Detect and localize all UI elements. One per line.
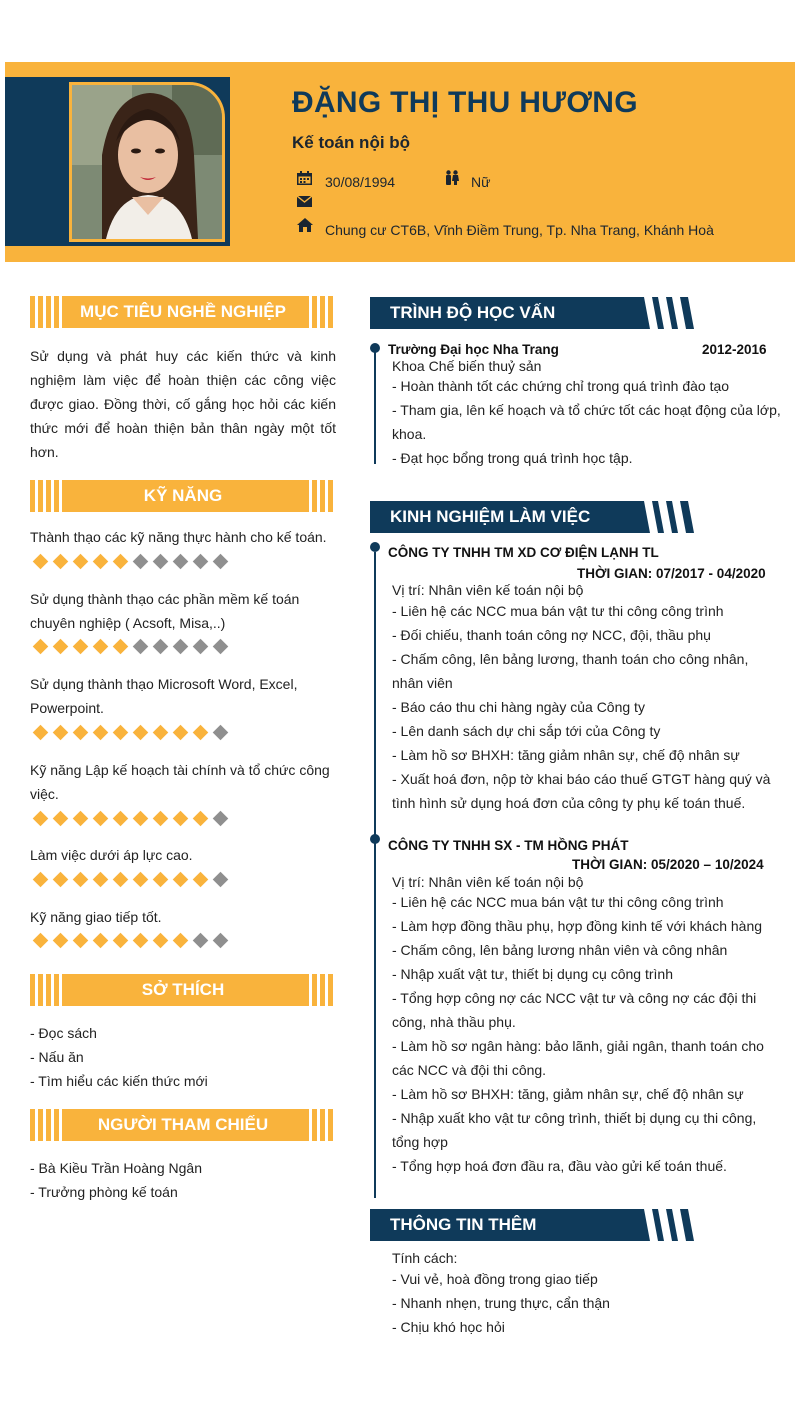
reference-item: - Bà Kiều Trần Hoàng Ngân xyxy=(30,1160,202,1176)
timeline-dot xyxy=(370,542,380,552)
section-header-objective xyxy=(30,296,336,328)
company-name: CÔNG TY TNHH TM XD CƠ ĐIỆN LẠNH TL xyxy=(388,545,659,560)
section-header-education xyxy=(370,297,700,329)
extra-item: - Nhanh nhẹn, trung thực, cẩn thận xyxy=(392,1295,610,1311)
extra-item: - Vui vẻ, hoà đồng trong giao tiếp xyxy=(392,1271,598,1287)
job-position: Vị trí: Nhân viên kế toán nội bộ xyxy=(392,582,584,598)
rating-diamond xyxy=(133,639,149,655)
hobby-item: - Tìm hiểu các kiến thức mới xyxy=(30,1073,208,1089)
job-duty: - Báo cáo thu chi hàng ngày của Công ty xyxy=(392,699,645,715)
rating-diamond xyxy=(93,872,109,888)
rating-diamond xyxy=(153,933,169,949)
rating-diamond xyxy=(213,872,229,888)
people-icon xyxy=(444,170,460,190)
skill-label: Sử dụng thành thạo các phần mềm kế toán chuyên nghiệp ( Acsoft, Misa,..) xyxy=(30,591,300,631)
objective-text: Sử dụng và phát huy các kiến thức và kinh nghiệm làm việc để hoàn thiện các công việc được giao. Đồng thời, cố gắng học hỏi các kiến thức mới để hoàn thiện bản thân ngày một tốt hơn. xyxy=(30,348,336,460)
company-name: CÔNG TY TNHH SX - TM HỒNG PHÁT xyxy=(388,838,629,853)
skill-rating xyxy=(34,554,227,570)
address-text: Chung cư CT6B, Vĩnh Điềm Trung, Tp. Nha Trang, Khánh Hoà xyxy=(325,222,714,238)
skill-label: Sử dụng thành thạo Microsoft Word, Excel, Powerpoint. xyxy=(30,676,298,716)
rating-diamond xyxy=(133,811,149,827)
section-title: SỞ THÍCH xyxy=(141,980,225,999)
job-duty: - Làm hồ sơ BHXH: tăng giảm nhân sự, chế độ nhân sự xyxy=(392,747,740,763)
skill-rating xyxy=(34,872,227,888)
calendar-icon xyxy=(297,171,312,190)
rating-diamond xyxy=(73,725,89,741)
education-item: - Hoàn thành tốt các chứng chỉ trong quá trình đào tạo xyxy=(392,378,730,394)
header-stripes xyxy=(644,501,700,533)
rating-diamond xyxy=(213,811,229,827)
rating-diamond xyxy=(133,872,149,888)
section-header-skills xyxy=(30,480,336,512)
section-title: THÔNG TIN THÊM xyxy=(390,1215,537,1234)
skill-label: Kỹ năng giao tiếp tốt. xyxy=(30,909,162,925)
rating-diamond xyxy=(113,933,129,949)
header-stripes xyxy=(644,297,700,329)
rating-diamond xyxy=(193,639,209,655)
rating-diamond xyxy=(173,725,189,741)
candidate-role: Kế toán nội bộ xyxy=(292,133,411,152)
rating-diamond xyxy=(73,554,89,570)
rating-diamond xyxy=(193,811,209,827)
rating-diamond xyxy=(193,872,209,888)
rating-diamond xyxy=(73,872,89,888)
rating-diamond xyxy=(93,725,109,741)
timeline-line xyxy=(374,348,376,464)
rating-diamond xyxy=(213,639,229,655)
rating-diamond xyxy=(193,725,209,741)
gender-text: Nữ xyxy=(471,174,491,190)
job-duty: - Nhập xuất vật tư, thiết bị dụng cụ công trình xyxy=(392,966,673,982)
home-icon xyxy=(297,218,313,237)
rating-diamond xyxy=(193,554,209,570)
job-duty: - Đối chiếu, thanh toán công nợ NCC, đội, thầu phụ xyxy=(392,627,711,643)
rating-diamond xyxy=(33,811,49,827)
rating-diamond xyxy=(113,725,129,741)
rating-diamond xyxy=(113,639,129,655)
rating-diamond xyxy=(213,725,229,741)
section-title: KỸ NĂNG xyxy=(143,486,223,505)
section-header-hobbies xyxy=(30,974,336,1006)
hobby-item: - Đọc sách xyxy=(30,1025,97,1041)
timeline-line xyxy=(374,552,376,1198)
rating-diamond xyxy=(113,872,129,888)
rating-diamond xyxy=(53,639,69,655)
reference-item: - Trưởng phòng kế toán xyxy=(30,1184,178,1200)
rating-diamond xyxy=(53,872,69,888)
rating-diamond xyxy=(213,933,229,949)
job-duty: - Chấm công, lên bảng lương nhân viên và công nhân xyxy=(392,942,728,958)
extra-label: Tính cách: xyxy=(392,1250,458,1266)
section-title: MỤC TIÊU NGHỀ NGHIỆP xyxy=(80,302,286,321)
job-time: THỜI GIAN: 07/2017 - 04/2020 xyxy=(577,566,766,581)
job-duty: - Tổng hợp công nợ các NCC vật tư và công nợ các đội thi công, nhà thầu phụ. xyxy=(392,990,757,1030)
job-duty: - Lên danh sách dự chi sắp tới của Công ty xyxy=(392,723,661,739)
rating-diamond xyxy=(193,933,209,949)
rating-diamond xyxy=(173,554,189,570)
skill-rating xyxy=(34,639,227,655)
job-time: THỜI GIAN: 05/2020 – 10/2024 xyxy=(572,857,764,872)
rating-diamond xyxy=(153,872,169,888)
rating-diamond xyxy=(53,554,69,570)
rating-diamond xyxy=(133,725,149,741)
education-item: - Đạt học bổng trong quá trình học tập. xyxy=(392,450,633,466)
rating-diamond xyxy=(73,933,89,949)
section-header-references xyxy=(30,1109,336,1141)
rating-diamond xyxy=(113,811,129,827)
skill-label: Làm việc dưới áp lực cao. xyxy=(30,847,193,863)
envelope-icon xyxy=(297,194,312,212)
section-header-extra-info xyxy=(370,1209,700,1241)
skill-rating xyxy=(34,933,227,949)
rating-diamond xyxy=(53,811,69,827)
rating-diamond xyxy=(33,872,49,888)
job-duty: - Làm hồ sơ BHXH: tăng, giảm nhân sự, chế độ nhân sự xyxy=(392,1086,744,1102)
skill-rating xyxy=(34,725,227,741)
job-duty: - Làm hợp đồng thầu phụ, hợp đồng kinh tế với khách hàng xyxy=(392,918,763,934)
rating-diamond xyxy=(93,554,109,570)
rating-diamond xyxy=(173,872,189,888)
rating-diamond xyxy=(93,811,109,827)
rating-diamond xyxy=(93,639,109,655)
profile-header xyxy=(5,62,795,262)
profile-photo xyxy=(69,82,225,242)
job-duty: - Nhập xuất kho vật tư công trình, thiết bị dụng cụ thi công, tổng hợp xyxy=(392,1110,757,1150)
rating-diamond xyxy=(153,639,169,655)
rating-diamond xyxy=(173,933,189,949)
job-duty: - Chấm công, lên bảng lương, thanh toán cho công nhân, nhân viên xyxy=(392,651,749,691)
job-position: Vị trí: Nhân viên kế toán nội bộ xyxy=(392,874,584,890)
faculty: Khoa Chế biến thuỷ sản xyxy=(392,358,542,374)
portrait-image xyxy=(72,85,222,239)
rating-diamond xyxy=(173,811,189,827)
rating-diamond xyxy=(153,554,169,570)
skill-label: Kỹ năng Lập kế hoạch tài chính và tổ chức công việc. xyxy=(30,762,330,802)
rating-diamond xyxy=(133,554,149,570)
section-title: KINH NGHIỆM LÀM VIỆC xyxy=(390,507,591,526)
dob-text: 30/08/1994 xyxy=(325,174,396,190)
rating-diamond xyxy=(33,933,49,949)
education-years: 2012-2016 xyxy=(702,342,767,357)
rating-diamond xyxy=(153,725,169,741)
rating-diamond xyxy=(33,554,49,570)
rating-diamond xyxy=(53,725,69,741)
timeline-dot xyxy=(370,834,380,844)
rating-diamond xyxy=(33,639,49,655)
rating-diamond xyxy=(213,554,229,570)
candidate-name: ĐẶNG THỊ THU HƯƠNG xyxy=(292,86,638,119)
skill-rating xyxy=(34,811,227,827)
education-item: - Tham gia, lên kế hoạch và tổ chức tốt các hoạt động của lớp, khoa. xyxy=(392,402,781,442)
section-title: NGƯỜI THAM CHIẾU xyxy=(97,1115,269,1134)
timeline-dot xyxy=(370,343,380,353)
job-duty: - Liên hệ các NCC mua bán vật tư thi công công trình xyxy=(392,603,724,619)
rating-diamond xyxy=(73,639,89,655)
rating-diamond xyxy=(133,933,149,949)
hobby-item: - Nấu ăn xyxy=(30,1049,84,1065)
rating-diamond xyxy=(33,725,49,741)
rating-diamond xyxy=(93,933,109,949)
extra-item: - Chịu khó học hỏi xyxy=(392,1319,505,1335)
section-title: TRÌNH ĐỘ HỌC VẤN xyxy=(390,303,556,322)
section-header-experience xyxy=(370,501,700,533)
school-name: Trường Đại học Nha Trang xyxy=(388,342,559,357)
header-stripes xyxy=(644,1209,700,1241)
job-duty: - Liên hệ các NCC mua bán vật tư thi công công trình xyxy=(392,894,724,910)
rating-diamond xyxy=(113,554,129,570)
rating-diamond xyxy=(73,811,89,827)
job-duty: - Làm hồ sơ ngân hàng: bảo lãnh, giải ngân, thanh toán cho các NCC và đội thi công. xyxy=(392,1038,764,1078)
skill-label: Thành thạo các kỹ năng thực hành cho kế toán. xyxy=(30,529,327,545)
job-duty: - Tổng hợp hoá đơn đầu ra, đầu vào gửi kế toán thuế. xyxy=(392,1158,727,1174)
rating-diamond xyxy=(153,811,169,827)
job-duty: - Xuất hoá đơn, nộp tờ khai báo cáo thuế GTGT hàng quý và tình hình sử dụng hoá đơn của công ty phụ kế toán thuế. xyxy=(392,771,771,811)
rating-diamond xyxy=(53,933,69,949)
rating-diamond xyxy=(173,639,189,655)
